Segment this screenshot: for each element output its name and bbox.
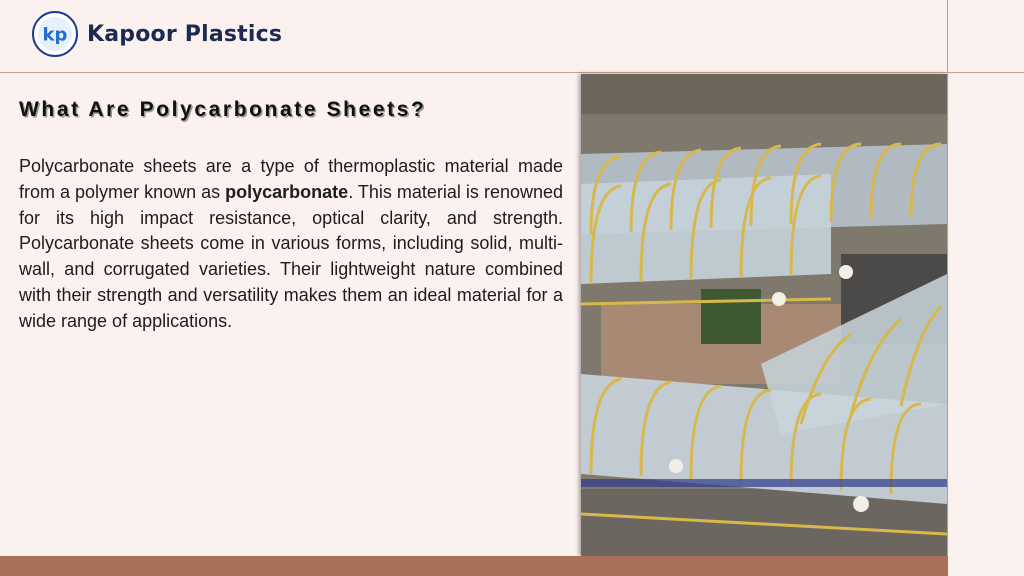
paragraph-bold-term: polycarbonate bbox=[225, 181, 349, 202]
paragraph-text-start: Polycarbonate sheets are a type of thermoplastic material made from a polymer known as bbox=[19, 156, 563, 202]
logo-mark-icon bbox=[32, 11, 78, 57]
divider bbox=[948, 72, 1024, 73]
photo-icon bbox=[581, 74, 947, 556]
logo[interactable] bbox=[32, 9, 282, 59]
page-title: What Are Polycarbonate Sheets? bbox=[19, 98, 427, 121]
body-paragraph bbox=[19, 154, 563, 335]
header bbox=[0, 0, 948, 73]
footer-bar bbox=[0, 556, 948, 576]
polycarbonate-canopy-photo bbox=[581, 74, 947, 556]
logo-initials: kp bbox=[42, 24, 68, 46]
brand-name: Kapoor Plastics bbox=[87, 21, 283, 47]
paragraph-text-end: . This material is renowned for its high impact resistance, optical clarity, and strength. Polycarbonate sheets come in various forms, including solid, multi-wall, and corrugated varieties. Their lightweight nature combined with their strength and versatility makes them an ideal material for a wide range of applications. bbox=[19, 181, 564, 331]
side-strip bbox=[947, 0, 1024, 576]
kp-monogram-icon bbox=[36, 15, 74, 53]
